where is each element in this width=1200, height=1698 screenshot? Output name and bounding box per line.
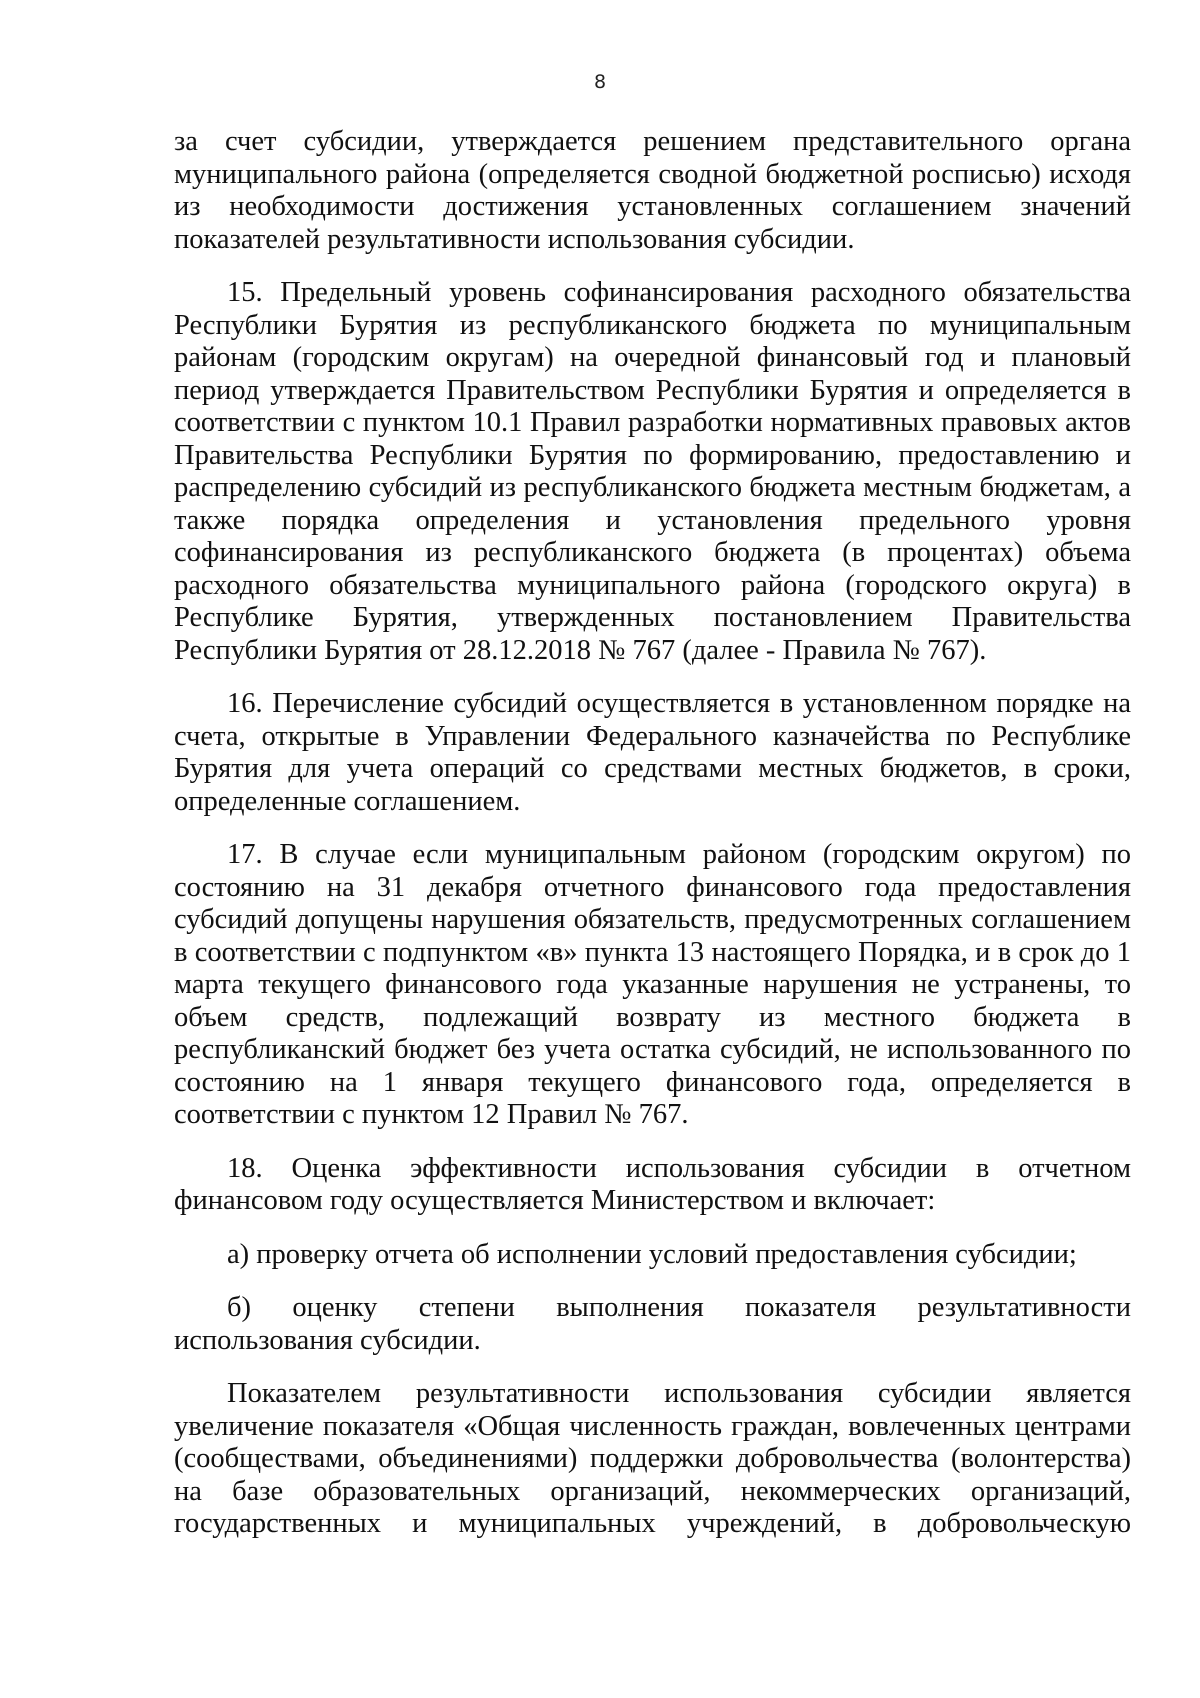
paragraph-18-b: б) оценку степени выполнения показателя результативности использования субсидии. bbox=[174, 1292, 1131, 1356]
paragraph-17: 17. В случае если муниципальным районом (городским округом) по состоянию на 31 декабря отчетного финансового года предоставления субсидий допущены нарушения обязательств, предусмотренных соглашением в соответствии с подпунктом «в» пункта 13 настоящего Порядка, и в срок до 1 марта текущего финансового года указанные нарушения не устранены, то объем средств, подлежащий возврату из местного бюджета в республиканский бюджет без учета остатка субсидий, не использованного по состоянию на 1 января текущего финансового года, определяется в соответствии с пунктом 12 Правил № 767. bbox=[174, 839, 1131, 1130]
paragraph-18: 18. Оценка эффективности использования субсидии в отчетном финансовом году осуществляется Министерством и включает: bbox=[174, 1152, 1131, 1216]
page-number: 8 bbox=[593, 71, 607, 93]
document-body bbox=[174, 126, 1131, 1562]
paragraph-continuation: за счет субсидии, утверждается решением представительного органа муниципального района (определяется сводной бюджетной росписью) исходя из необходимости достижения установленных соглашением значений показателей результативности использования субсидии. bbox=[174, 126, 1131, 255]
paragraph-18-a: а) проверку отчета об исполнении условий предоставления субсидии; bbox=[227, 1238, 1077, 1270]
paragraph-indicator: Показателем результативности использования субсидии является увеличение показателя «Общая численность граждан, вовлеченных центрами (сообществами, объединениями) поддержки добровольчества (волонтерства) на базе образовательных организаций, некоммерческих организаций, государственных и муниципальных учреждений, в добровольческую bbox=[174, 1378, 1131, 1539]
paragraph-15: 15. Предельный уровень софинансирования расходного обязательства Республики Бурятия из республиканского бюджета по муниципальным районам (городским округам) на очередной финансовый год и плановый период утверждается Правительством Республики Бурятия и определяется в соответствии с пунктом 10.1 Правил разработки нормативных правовых актов Правительства Республики Бурятия по формированию, предоставлению и распределению субсидий из республиканского бюджета местным бюджетам, а также порядка определения и установления предельного уровня софинансирования из республиканского бюджета (в процентах) объема расходного обязательства муниципального района (городского округа) в Республике Бурятия, утвержденных постановлением Правительства Республики Бурятия от 28.12.2018 № 767 (далее - Правила № 767). bbox=[174, 277, 1131, 666]
paragraph-16: 16. Перечисление субсидий осуществляется в установленном порядке на счета, открытые в Управлении Федерального казначейства по Республике Бурятия для учета операций со средствами местных бюджетов, в сроки, определенные соглашением. bbox=[174, 688, 1131, 817]
